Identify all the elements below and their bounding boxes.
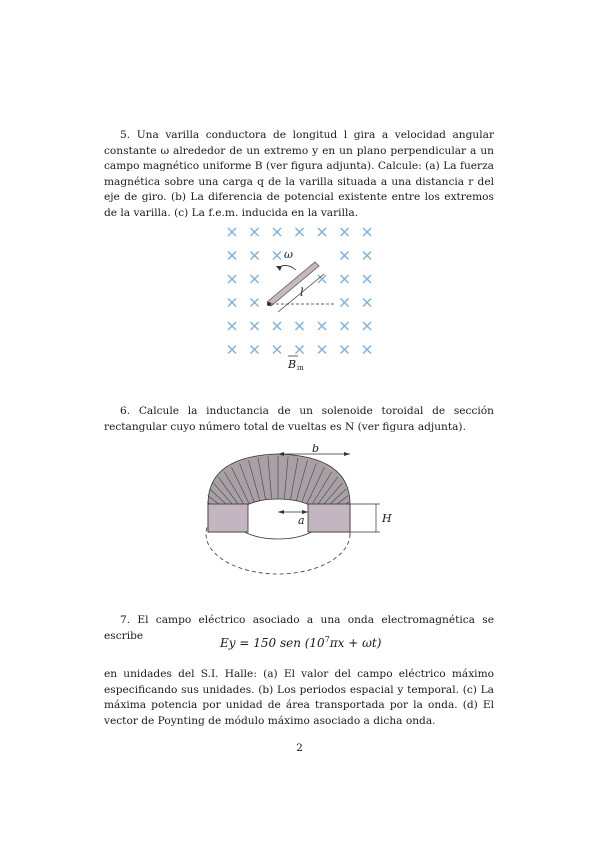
field-cross-icon (318, 275, 326, 283)
field-cross-icon (341, 252, 349, 260)
field-cross-icon (341, 228, 349, 236)
field-cross-icon (251, 228, 259, 236)
field-cross-icon (228, 322, 236, 330)
field-cross-icon (318, 322, 326, 330)
omega-label: ω (284, 248, 293, 261)
field-cross-icon (363, 275, 371, 283)
field-cross-icon (341, 275, 349, 283)
wave-equation (220, 635, 381, 650)
equation-exponent: 7 (324, 635, 330, 644)
problem-5-text (104, 128, 494, 222)
field-cross-icon (251, 252, 259, 260)
equation-rhs: πx + ωt) (329, 636, 382, 650)
field-cross-icon (228, 275, 236, 283)
problem-7-number: 7. (120, 614, 131, 626)
field-cross-icon (341, 346, 349, 354)
field-cross-icon (318, 228, 326, 236)
field-cross-icon (363, 252, 371, 260)
field-cross-icon (363, 228, 371, 236)
field-cross-icon (341, 322, 349, 330)
field-cross-icon (228, 299, 236, 307)
field-cross-icon (296, 228, 304, 236)
H-label: H (382, 512, 392, 525)
field-cross-icon (363, 299, 371, 307)
field-cross-icon (251, 299, 259, 307)
field-cross-icon (251, 275, 259, 283)
field-cross-icon (296, 322, 304, 330)
field-cross-icon (251, 322, 259, 330)
field-cross-icon (228, 346, 236, 354)
problem-6-body: Calcule la inductancia de un solenoide toroidal de sección rectangular cuyo número total de vueltas es N (ver figura adjunta). (104, 405, 495, 433)
problem-5-body: Una varilla conductora de longitud l gira a velocidad angular constante ω alrededor de un extremo y en un plano perpendicular a un campo magnético uniforme B (ver figura adjunta). Calcule: (a) La fuerza magnética sobre una carga q de la varilla situada a una distancia r del eje de giro. (b) La diferencia de potencial existente entre los extremos de la varilla. (c) La f.e.m. inducida en la varilla. (104, 129, 495, 219)
field-cross-icon (273, 322, 281, 330)
field-cross-icon (228, 252, 236, 260)
problem-6-number: 6. (120, 405, 131, 417)
a-label: a (298, 514, 305, 527)
problem-7-continuation: en unidades del S.I. Halle: (a) El valor del campo eléctrico máximo especificando sus unidades. (b) Los periodos espacial y temporal. (c) La máxima potencia por unidad de área transportada por la onda. (d) El vector de Poynting de módulo máximo asociado a dicha onda. (104, 668, 494, 727)
problem-5-number: 5. (120, 129, 131, 141)
field-cross-icon (341, 299, 349, 307)
toroidal-solenoid-figure (200, 444, 400, 584)
field-cross-icon (273, 252, 281, 260)
field-label: B (288, 358, 297, 371)
field-cross-icon (273, 228, 281, 236)
field-cross-icon (296, 346, 304, 354)
field-cross-icon (363, 346, 371, 354)
page-number: 2 (296, 742, 303, 754)
b-label: b (312, 444, 320, 455)
length-label: l (300, 286, 304, 299)
field-cross-icon (228, 228, 236, 236)
field-cross-icon (251, 346, 259, 354)
equation-lhs: Ey = 150 sen (10 (220, 636, 325, 650)
field-cross-icon (273, 346, 281, 354)
problem-6-text (104, 404, 494, 435)
problem-7-body: El campo eléctrico asociado a una onda electromagnética se escribe (104, 614, 494, 642)
rotating-rod-figure (222, 222, 382, 372)
field-cross-icon (318, 346, 326, 354)
field-subscript: in (297, 364, 304, 372)
field-cross-icon (363, 322, 371, 330)
